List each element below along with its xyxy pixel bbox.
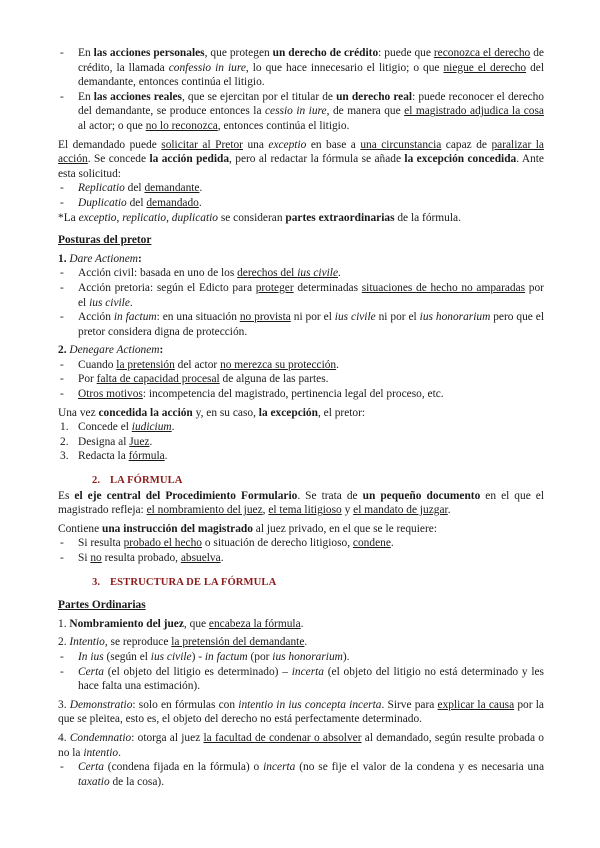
list-item-otros-motivos bbox=[58, 387, 544, 402]
list-item-no-probado bbox=[58, 551, 544, 566]
text: al demandado, según resulte probada o no la bbox=[58, 731, 544, 759]
text: : otorga al juez bbox=[131, 731, 204, 744]
italic-text: Certa bbox=[78, 665, 104, 678]
italic-text: exceptio bbox=[268, 138, 307, 151]
text: , bbox=[116, 211, 123, 224]
bullet-dash: - bbox=[60, 90, 64, 103]
text: En bbox=[78, 90, 94, 103]
bullet-dash: - bbox=[60, 665, 64, 678]
text: y, en su caso, bbox=[192, 406, 259, 419]
text: . bbox=[199, 182, 203, 195]
text: de la fórmula. bbox=[394, 211, 461, 224]
underlined-text: fórmula bbox=[128, 450, 165, 463]
list-item-concede-iudicium bbox=[58, 420, 544, 435]
text: Por bbox=[78, 373, 97, 386]
text: (condena fijada en la fórmula) o bbox=[103, 761, 264, 774]
text: , el pretor: bbox=[317, 406, 366, 419]
text: , bbox=[166, 211, 172, 224]
note-partes-extraordinarias bbox=[58, 211, 544, 226]
bold-text: concedida la acción bbox=[98, 406, 193, 419]
italic-text: intentio in ius concepta incerta bbox=[238, 698, 382, 711]
text: del bbox=[126, 196, 147, 209]
text: , de manera que bbox=[326, 105, 405, 118]
bullet-dash: - bbox=[60, 552, 64, 564]
text: Designa al bbox=[78, 435, 130, 448]
bold-text: Nombramiento del juez bbox=[69, 617, 184, 630]
text: . bbox=[198, 196, 202, 209]
text: . Sirve para bbox=[381, 698, 438, 711]
paragraph-nombramiento bbox=[58, 617, 544, 632]
text: Acción pretoria: según el Edicto para bbox=[78, 281, 256, 294]
text: Concede el bbox=[78, 421, 132, 434]
section-number: 2. bbox=[92, 475, 101, 487]
list-number: 1. bbox=[58, 617, 70, 630]
paragraph-intentio bbox=[58, 635, 544, 650]
list-item-in-ius bbox=[58, 650, 544, 665]
text: o situación de derecho litigioso, bbox=[202, 537, 353, 550]
text: derechos del bbox=[237, 267, 298, 280]
bullet-dash: - bbox=[60, 47, 64, 59]
underlined-text: el nombramiento del juez bbox=[146, 504, 263, 517]
text: . bbox=[164, 450, 168, 463]
text: al juez privado, en el que se le requiere: bbox=[252, 522, 437, 535]
underlined-text: demandante bbox=[144, 182, 200, 195]
paragraph-contiene bbox=[58, 522, 544, 537]
italic-text: exceptio bbox=[78, 211, 117, 224]
bold-text: la excepción concedida bbox=[404, 153, 517, 166]
list-item-accion-in-factum bbox=[58, 310, 544, 339]
underlined-text: condene bbox=[352, 537, 391, 550]
text: Si bbox=[78, 552, 91, 564]
text: Acción bbox=[78, 311, 114, 324]
italic-text: Denegare Actionem bbox=[69, 344, 160, 357]
bullet-dash: - bbox=[60, 388, 64, 401]
italic-text: intentio bbox=[83, 746, 119, 759]
text: : bbox=[159, 344, 164, 357]
list-item-probado bbox=[58, 536, 544, 551]
bullet-dash: - bbox=[60, 761, 64, 774]
bold-text: las acciones personales bbox=[93, 47, 205, 59]
underlined-text: Otros motivos bbox=[78, 388, 143, 401]
text: : bbox=[138, 252, 142, 265]
text: Cuando bbox=[78, 358, 117, 371]
text: capaz de bbox=[441, 138, 492, 151]
text: de la cosa). bbox=[109, 775, 165, 788]
text: y bbox=[341, 504, 354, 517]
list-number: 3. bbox=[60, 450, 69, 463]
text: Contiene bbox=[58, 522, 102, 535]
paragraph-eje-central bbox=[58, 489, 544, 518]
list-item-replicatio bbox=[58, 181, 544, 196]
section-number: 3. bbox=[92, 576, 101, 588]
text: : puede que bbox=[378, 47, 434, 59]
subheading-dare-actionem bbox=[58, 252, 544, 267]
bold-text: partes extraordinarias bbox=[285, 211, 395, 224]
bold-text: la excepción bbox=[258, 406, 318, 419]
underlined-text: la pretensión del demandante bbox=[171, 636, 305, 649]
list-number: 3. bbox=[58, 698, 70, 711]
document-page bbox=[58, 46, 544, 789]
bold-text: un derecho de crédito bbox=[272, 47, 379, 59]
underlined-text: no merezca su protección bbox=[220, 358, 337, 371]
text: . Se concede bbox=[87, 153, 150, 166]
list-item-falta-capacidad bbox=[58, 372, 544, 387]
italic-text: confessio in iure bbox=[168, 61, 246, 74]
list-item-acciones-personales bbox=[58, 46, 544, 90]
text: , pero al redactar la fórmula se añade bbox=[229, 153, 405, 166]
text: del bbox=[124, 182, 145, 195]
text: se consideran bbox=[218, 211, 286, 224]
text: *La bbox=[58, 211, 79, 224]
list-number: 1. bbox=[58, 252, 70, 265]
italic-text: Demonstratio bbox=[69, 698, 133, 711]
italic-text: ius civile bbox=[334, 311, 376, 324]
text: . bbox=[447, 504, 451, 517]
text: . bbox=[338, 267, 341, 280]
italic-text: incerta bbox=[291, 665, 324, 678]
text: de crédito, la llamada bbox=[78, 47, 544, 74]
subheading-denegare-actionem bbox=[58, 343, 544, 358]
section-heading-partes-ordinarias: Partes Ordinarias bbox=[58, 599, 146, 612]
bullet-dash: - bbox=[60, 650, 64, 663]
underlined-text: falta de capacidad procesal bbox=[96, 373, 220, 386]
underlined-text: niegue el derecho bbox=[443, 61, 527, 74]
underlined-text: encabeza la fórmula bbox=[208, 617, 301, 630]
list-number: 2. bbox=[60, 435, 69, 448]
bold-text: una instrucción del magistrado bbox=[101, 522, 253, 535]
underlined-text: el magistrado adjudica la cosa bbox=[404, 105, 544, 118]
italic-text: ius honorarium bbox=[272, 650, 343, 663]
bullet-dash: - bbox=[60, 267, 64, 280]
italic-text: in factum bbox=[204, 650, 248, 663]
bullet-dash: - bbox=[60, 311, 64, 324]
text: (por bbox=[247, 650, 273, 663]
bullet-dash: - bbox=[60, 537, 64, 550]
text: por el bbox=[78, 281, 544, 309]
text: Acción civil: basada en uno de los bbox=[78, 267, 238, 280]
text: en base a bbox=[306, 138, 361, 151]
text: de alguna de las partes. bbox=[219, 373, 329, 386]
list-number: 4. bbox=[58, 731, 70, 744]
text: . bbox=[149, 435, 153, 448]
text: . bbox=[304, 636, 308, 649]
underlined-text: explicar la causa bbox=[437, 698, 515, 711]
text: (según el bbox=[103, 650, 151, 663]
bullet-dash: - bbox=[60, 373, 64, 386]
text: . Ante esta solicitud: bbox=[58, 153, 544, 180]
underlined-text: solicitar al Pretor bbox=[161, 138, 243, 151]
underlined-text: Juez bbox=[129, 435, 150, 448]
text: resulta probado, bbox=[101, 552, 181, 564]
section-title: LA FÓRMULA bbox=[110, 475, 183, 487]
italic-text: replicatio bbox=[122, 211, 167, 224]
text: El demandado puede bbox=[58, 138, 162, 151]
text: ). bbox=[342, 650, 350, 663]
italic-text: ius civile bbox=[297, 267, 339, 280]
list-item-designa-juez bbox=[58, 435, 544, 450]
text: En bbox=[78, 47, 94, 59]
list-item-redacta-formula bbox=[58, 449, 544, 464]
underlined-text: iudicium bbox=[131, 421, 172, 434]
list-number: 2. bbox=[58, 344, 70, 357]
section-heading-posturas: Posturas del pretor bbox=[58, 234, 152, 247]
underlined-text: situaciones de hecho no amparadas bbox=[361, 281, 526, 294]
text: , que se ejercitan por el titular de bbox=[181, 90, 337, 103]
text: (no se fije el valor de la condena y es necesaria una bbox=[295, 761, 544, 774]
text: del actor bbox=[174, 358, 221, 371]
text: en el que el magistrado refleja: bbox=[58, 489, 544, 517]
text: , se reproduce bbox=[104, 636, 172, 649]
text: : incompetencia del magistrado, pertinencia legal del proceso, etc. bbox=[142, 388, 444, 401]
underlined-text: no lo reconozca bbox=[145, 119, 218, 132]
italic-text: In ius bbox=[78, 650, 104, 663]
text: Redacta la bbox=[78, 450, 129, 463]
section-title: ESTRUCTURA DE LA FÓRMULA bbox=[110, 576, 277, 588]
list-number: 2. bbox=[58, 636, 70, 649]
section-heading-la-formula bbox=[58, 474, 544, 489]
text: . bbox=[390, 537, 394, 550]
text: (el objeto del litigio no está determinado y les hace falta una estimación). bbox=[78, 665, 544, 693]
list-item-duplicatio bbox=[58, 196, 544, 211]
underlined-text: el mandato de juzgar bbox=[353, 504, 448, 517]
text: pero que el pretor considera digna de protección. bbox=[78, 311, 544, 338]
underlined-text: el tema litigioso bbox=[268, 504, 342, 517]
italic-text: Replicatio bbox=[78, 182, 125, 195]
list-item-cuando bbox=[58, 358, 544, 373]
text: Una vez bbox=[58, 406, 99, 419]
text: determinadas bbox=[293, 281, 362, 294]
text: . bbox=[118, 746, 121, 759]
text: (el objeto del litigio es determinado) – bbox=[103, 665, 292, 678]
italic-text: Condemnatio bbox=[69, 731, 132, 744]
italic-text: Intentio bbox=[69, 636, 105, 649]
italic-text: Certa bbox=[78, 761, 104, 774]
underlined-text: absuelva bbox=[180, 552, 221, 564]
list-item-acciones-reales bbox=[58, 90, 544, 134]
paragraph-condemnatio bbox=[58, 731, 544, 760]
text: , lo que hace innecesario el litigio; o que bbox=[245, 61, 444, 74]
text: . bbox=[300, 617, 304, 630]
text: . bbox=[129, 296, 133, 309]
list-item-accion-pretoria bbox=[58, 281, 544, 310]
text: por la que se pleitea, esto es, el objeto del derecho no está perfectamente determinado. bbox=[58, 698, 544, 726]
bold-text: un pequeño documento bbox=[362, 489, 481, 502]
text: . bbox=[336, 358, 339, 371]
underlined-text: no bbox=[90, 552, 102, 564]
bold-text: las acciones reales bbox=[93, 90, 182, 103]
underlined-text: la pretensión bbox=[116, 358, 175, 371]
italic-text: ius civile bbox=[89, 296, 130, 309]
underlined-text: reconozca el derecho bbox=[433, 47, 531, 59]
text: . bbox=[220, 552, 224, 564]
underlined-text: probado el hecho bbox=[123, 537, 203, 550]
underlined-text: no provista bbox=[239, 311, 291, 324]
text: del demandante, entonces continúa el litigio. bbox=[78, 61, 545, 89]
text: . bbox=[171, 421, 175, 434]
text: : solo en fórmulas con bbox=[132, 698, 239, 711]
italic-text: ius honorarium bbox=[419, 311, 491, 324]
italic-text: in factum bbox=[113, 311, 157, 324]
text: : en una situación bbox=[156, 311, 240, 324]
italic-text: ius civile bbox=[150, 650, 192, 663]
section-heading-estructura bbox=[58, 576, 544, 591]
underlined-text: la facultad de condenar o absolver bbox=[203, 731, 362, 744]
italic-text: taxatio bbox=[78, 775, 110, 788]
bullet-dash: - bbox=[60, 196, 64, 209]
text: ni por el bbox=[290, 311, 335, 324]
text: Es bbox=[58, 489, 75, 502]
underlined-text: paralizar la acción bbox=[58, 138, 544, 166]
text: : puede reconocer el derecho del demandante, se produce entonces la bbox=[78, 90, 544, 118]
text: . Se trata de bbox=[297, 489, 363, 502]
underlined-text: proteger bbox=[255, 281, 294, 294]
italic-text: Dare Actionem bbox=[69, 252, 139, 265]
bullet-dash: - bbox=[60, 281, 64, 294]
list-number: 1. bbox=[60, 421, 69, 434]
text: , entonces continúa el litigio. bbox=[217, 119, 350, 132]
italic-text: duplicatio bbox=[171, 211, 218, 224]
italic-text: cessio in iure bbox=[265, 105, 327, 118]
underlined-text: una circunstancia bbox=[360, 138, 442, 151]
bullet-dash: - bbox=[60, 358, 64, 371]
list-item-certa-incerta bbox=[58, 665, 544, 694]
text: Si resulta bbox=[78, 537, 124, 550]
bold-text: un derecho real bbox=[336, 90, 413, 103]
paragraph-exceptio bbox=[58, 138, 544, 182]
text: , bbox=[262, 504, 269, 517]
text: , que bbox=[183, 617, 209, 630]
bold-text: la acción pedida bbox=[149, 153, 230, 166]
list-item-accion-civil bbox=[58, 266, 544, 281]
text: una bbox=[242, 138, 269, 151]
text: al actor; o que bbox=[78, 119, 146, 132]
underlined-text bbox=[237, 267, 338, 279]
text: ) - bbox=[191, 650, 205, 663]
text: , que protegen bbox=[204, 47, 273, 59]
bullet-dash: - bbox=[60, 182, 64, 195]
paragraph-una-vez bbox=[58, 406, 544, 421]
italic-text: incerta bbox=[263, 761, 296, 774]
underlined-text: demandado bbox=[146, 196, 199, 209]
list-item-condena-certa bbox=[58, 760, 544, 789]
italic-text: Duplicatio bbox=[78, 196, 127, 209]
bold-text: el eje central del Procedimiento Formulario bbox=[74, 489, 298, 502]
text: ni por el bbox=[375, 311, 420, 324]
paragraph-demonstratio bbox=[58, 698, 544, 727]
